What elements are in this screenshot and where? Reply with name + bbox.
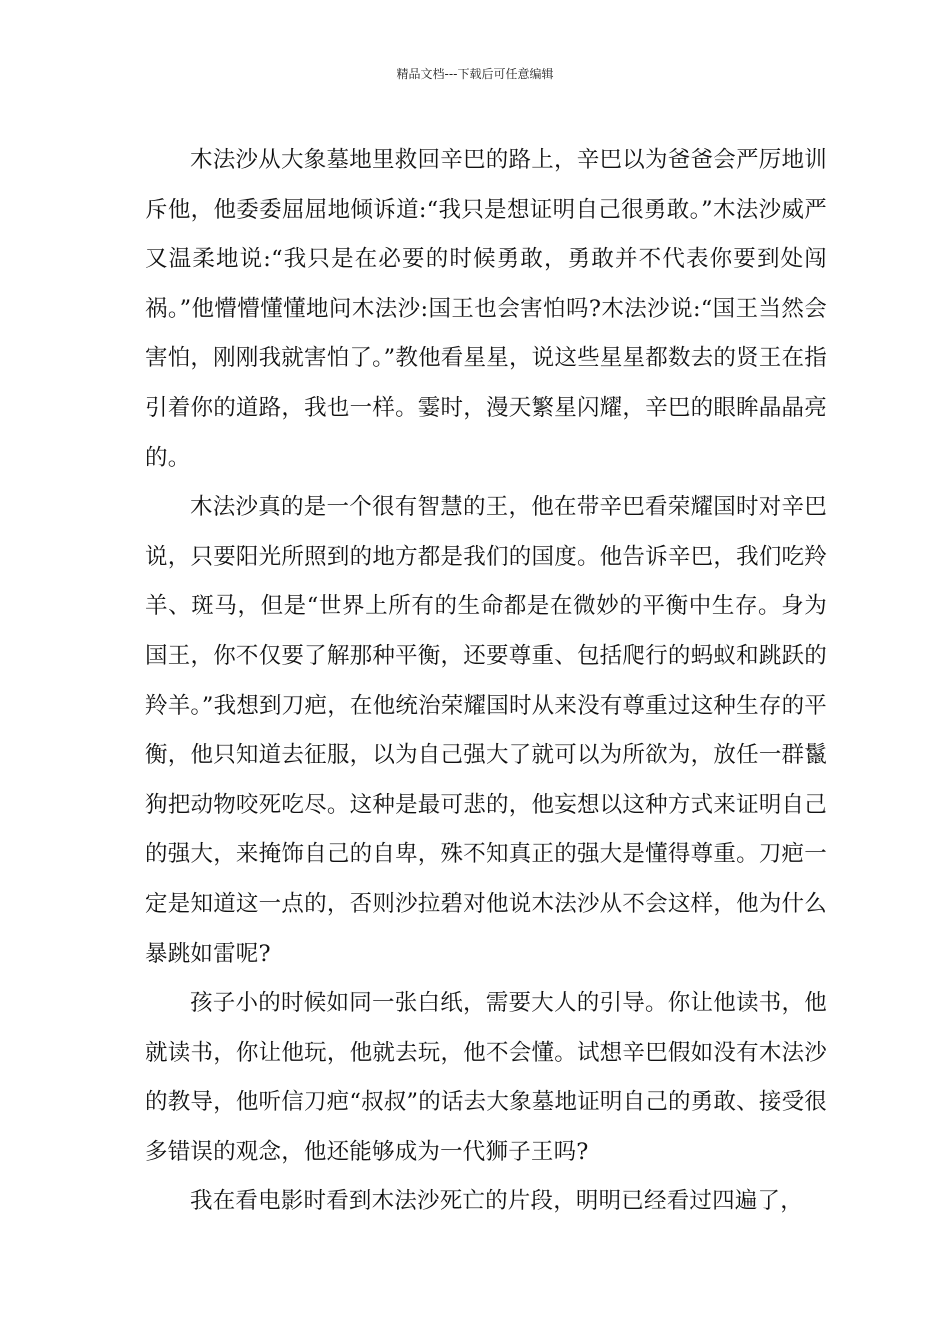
paragraph-1: 木法沙从大象墓地里救回辛巴的路上，辛巴以为爸爸会严厉地训斥他，他委委屈屈地倾诉道:“我只是想证明自己很勇敢。”木法沙威严又温柔地说:“我只是在必要的时候勇敢，勇敢并不代表你要到处闯祸。”他懵懵懂懂地问木法沙:国王也会害怕吗?木法沙说:“国王当然会害怕，刚刚我就害怕了。”教他看星星，说这些星星都数去的贤王在指引着你的道路，我也一样。霎时，漫天繁星闪耀，辛巴的眼眸晶晶亮的。 [145,147,827,471]
paragraph-4: 我在看电影时看到木法沙死亡的片段，明明已经看过四遍了， [190,1188,803,1215]
document-body [145,136,827,1227]
paragraph-3: 孩子小的时候如同一张白纸，需要大人的引导。你让他读书，他就读书，你让他玩，他就去玩，他不会懂。试想辛巴假如没有木法沙的教导，他听信刀疤“叔叔”的话去大象墓地证明自己的勇敢、接受很多错误的观念，他还能够成为一代狮子王吗? [145,990,827,1165]
paragraph-2: 木法沙真的是一个很有智慧的王，他在带辛巴看荣耀国时对辛巴说，只要阳光所照到的地方都是我们的国度。他告诉辛巴，我们吃羚羊、斑马，但是“世界上所有的生命都是在微妙的平衡中生存。身为国王，你不仅要了解那种平衡，还要尊重、包括爬行的蚂蚁和跳跃的羚羊。”我想到刀疤，在他统治荣耀国时从来没有尊重过这种生存的平衡，他只知道去征服，以为自己强大了就可以为所欲为，放任一群鬣狗把动物咬死吃尽。这种是最可悲的，他妄想以这种方式来证明自己的强大，来掩饰自己的自卑，殊不知真正的强大是懂得尊重。刀疤一定是知道这一点的，否则沙拉碧对他说木法沙从不会这样，他为什么暴跳如雷呢? [145,494,827,967]
page-header: 精品文档---下载后可任意编辑 [396,67,554,81]
